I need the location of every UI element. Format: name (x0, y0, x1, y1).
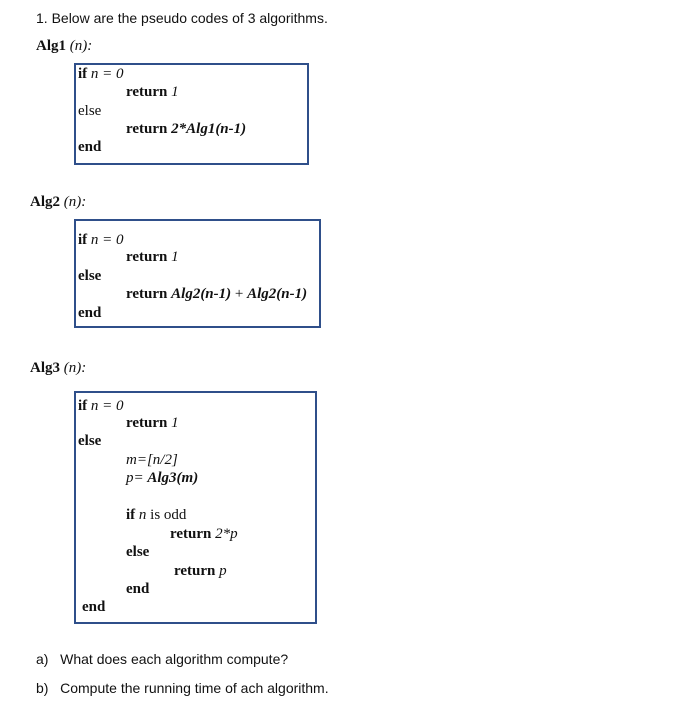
alg1-return-base: return 1 (126, 84, 179, 100)
alg1-title: Alg1 (n): (36, 38, 93, 54)
alg1-if-line: if n = 0 (78, 66, 124, 82)
alg3-inner-return-p: return p (174, 563, 227, 579)
alg2-return-recursive: return Alg2(n-1) + Alg2(n-1) (126, 286, 308, 302)
alg3-inner-end: end (126, 581, 150, 597)
alg3-inner-return-double: return 2*p (170, 526, 238, 542)
question-b: b) Compute the running time of ach algorithm. (36, 680, 329, 696)
alg3-return-base: return 1 (126, 415, 179, 431)
alg2-title: Alg2 (n): (30, 194, 87, 210)
alg3-else: else (78, 433, 102, 449)
alg3-end: end (82, 599, 106, 615)
alg3-m-assign: m=[n/2] (126, 452, 178, 468)
alg2-end: end (78, 305, 102, 321)
alg3-p-assign: p= Alg3(m) (126, 470, 199, 486)
alg3-inner-else: else (126, 544, 150, 560)
alg3-title: Alg3 (n): (30, 360, 87, 376)
alg3-if-line: if n = 0 (78, 398, 124, 414)
alg1-end: end (78, 139, 102, 155)
alg1-return-recursive: return 2*Alg1(n-1) (126, 121, 247, 137)
alg2-else: else (78, 268, 102, 284)
alg2-if-line: if n = 0 (78, 232, 124, 248)
alg2-return-base: return 1 (126, 249, 179, 265)
alg1-else: else (78, 103, 102, 119)
alg3-code-box (74, 391, 317, 624)
question-heading: 1. Below are the pseudo codes of 3 algorithms. (36, 10, 328, 26)
question-a: a) What does each algorithm compute? (36, 651, 289, 667)
alg3-inner-if: if n is odd (126, 507, 187, 523)
